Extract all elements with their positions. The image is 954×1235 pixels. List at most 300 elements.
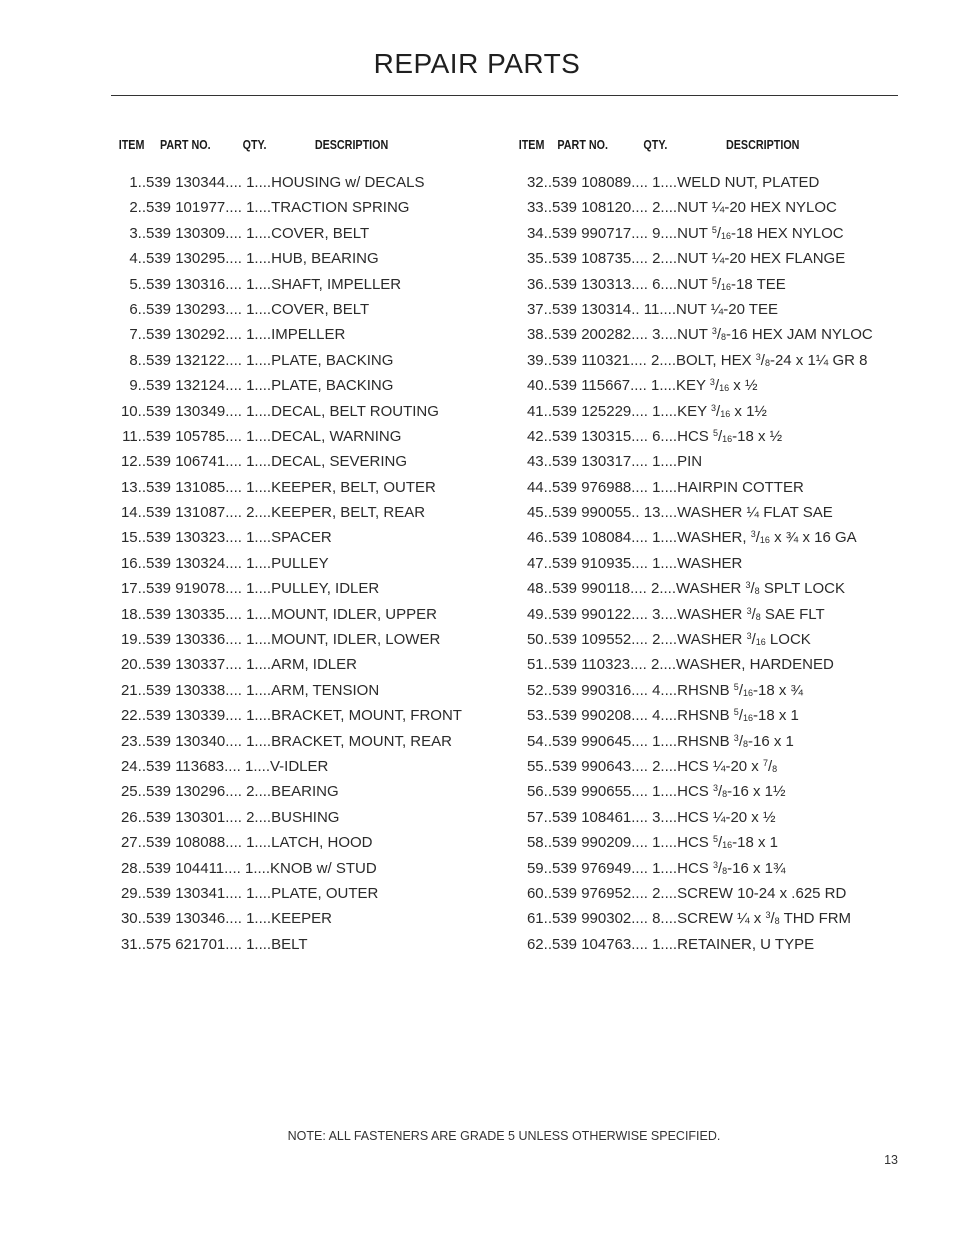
item-number: 57.. <box>526 808 552 826</box>
quantity: .... 2.... <box>631 757 678 775</box>
item-number: 9.. <box>129 377 146 395</box>
table-row <box>517 424 912 449</box>
part-number: 539 130323 <box>146 529 226 547</box>
table-row <box>111 830 506 855</box>
header-description: DESCRIPTION <box>725 138 800 152</box>
quantity: .... 1.... <box>225 605 272 623</box>
part-number: 539 130335 <box>146 605 226 623</box>
item-number: 31.. <box>120 935 146 953</box>
table-row <box>517 627 912 652</box>
item-number: 3.. <box>129 224 146 242</box>
part-description: BEARING <box>271 783 339 801</box>
table-row <box>111 475 506 500</box>
part-description: NUT ¼-20 TEE <box>676 300 778 318</box>
quantity: .... 1.... <box>225 580 272 598</box>
part-number: 539 130315 <box>552 427 632 445</box>
table-row <box>517 322 912 347</box>
part-number: 539 990643 <box>552 757 632 775</box>
quantity: .... 6.... <box>631 427 678 445</box>
quantity: .... 6.... <box>631 275 678 293</box>
part-number: 539 108088 <box>146 834 226 852</box>
table-row <box>517 652 912 677</box>
item-number: 54.. <box>526 732 552 750</box>
part-number: 539 132122 <box>146 351 226 369</box>
quantity: .... 1.... <box>631 935 678 953</box>
part-number: 575 621701 <box>146 935 226 953</box>
table-row <box>517 729 912 754</box>
quantity: .... 1.... <box>225 910 272 928</box>
table-row <box>111 195 506 220</box>
item-number: 35.. <box>526 250 552 268</box>
part-number: 539 990209 <box>552 834 632 852</box>
quantity: .... 1.... <box>224 859 270 877</box>
part-description: HCS ¼-20 x ½ <box>677 808 776 826</box>
part-description: SHAFT, IMPELLER <box>271 275 402 293</box>
quantity: .... 1.... <box>225 529 272 547</box>
part-description: NUT $^5/_{16}-18$ TEE <box>677 275 786 293</box>
part-description: BRACKET, MOUNT, FRONT <box>271 707 462 725</box>
header-item: ITEM <box>518 138 545 152</box>
part-number: 539 108120 <box>552 199 632 217</box>
table-header <box>517 136 857 158</box>
part-description: PLATE, BACKING <box>271 377 394 395</box>
part-description: MOUNT, IDLER, UPPER <box>271 605 437 623</box>
part-description: WASHER $^3/_8$ SAE FLT <box>677 605 825 623</box>
quantity: .... 1.... <box>225 554 272 572</box>
part-description: PLATE, BACKING <box>271 351 394 369</box>
item-number: 34.. <box>526 224 552 242</box>
part-description: ARM, TENSION <box>271 681 380 699</box>
table-row <box>111 246 506 271</box>
part-number: 539 130341 <box>146 884 226 902</box>
table-row <box>517 399 912 424</box>
item-number: 12.. <box>120 453 146 471</box>
part-description: NUT $^3/_8-16$ HEX JAM NYLOC <box>677 326 873 344</box>
quantity: .... 1.... <box>225 478 272 496</box>
quantity: .. 13.... <box>631 504 678 522</box>
quantity: .... 2.... <box>630 656 676 674</box>
part-description: NUT ¼-20 HEX NYLOC <box>677 199 837 217</box>
item-number: 43.. <box>526 453 552 471</box>
table-row <box>111 881 506 906</box>
table-row <box>111 602 506 627</box>
item-number: 52.. <box>526 681 552 699</box>
table-row <box>517 297 912 322</box>
item-number: 44.. <box>526 478 552 496</box>
item-number: 23.. <box>120 732 146 750</box>
part-description: RETAINER, U TYPE <box>677 935 815 953</box>
table-row <box>517 602 912 627</box>
table-row <box>517 678 912 703</box>
item-number: 21.. <box>120 681 146 699</box>
part-number: 539 131085 <box>146 478 226 496</box>
quantity: .... 1.... <box>225 707 272 725</box>
part-description: HUB, BEARING <box>271 250 379 268</box>
parts-rows <box>517 170 912 957</box>
part-description: KEEPER <box>271 910 332 928</box>
part-number: 539 990055 <box>552 504 632 522</box>
table-row <box>111 322 506 347</box>
part-description: MOUNT, IDLER, LOWER <box>271 631 441 649</box>
table-row <box>517 170 912 195</box>
part-number: 539 130344 <box>146 174 226 191</box>
part-description: V-IDLER <box>270 757 329 775</box>
part-description: HCS $^3/_8-16$ x 1½ <box>677 783 786 801</box>
table-row <box>111 627 506 652</box>
item-number: 42.. <box>526 427 552 445</box>
part-description: PIN <box>677 453 703 471</box>
part-number: 539 130337 <box>146 656 226 674</box>
part-number: 539 104763 <box>552 935 632 953</box>
title-divider <box>111 95 898 96</box>
part-number: 539 910935 <box>552 554 632 572</box>
part-description: HAIRPIN COTTER <box>677 478 804 496</box>
part-description: WASHER $^3/_{16}$ LOCK <box>677 631 811 649</box>
part-number: 539 976988 <box>552 478 632 496</box>
quantity: .... 2.... <box>630 351 676 369</box>
item-number: 24.. <box>120 757 146 775</box>
part-number: 539 976952 <box>552 884 632 902</box>
part-description: WELD NUT, PLATED <box>677 174 820 191</box>
part-description: WASHER ¼ FLAT SAE <box>677 504 833 522</box>
item-number: 16.. <box>120 554 146 572</box>
quantity: .... 3.... <box>631 605 678 623</box>
page-title: REPAIR PARTS <box>373 48 581 79</box>
quantity: .... 3.... <box>631 326 678 344</box>
quantity: .... 1.... <box>631 859 678 877</box>
item-number: 1.. <box>129 174 146 191</box>
part-number: 539 108084 <box>552 529 632 547</box>
item-number: 13.. <box>120 478 146 496</box>
table-row <box>111 652 506 677</box>
part-number: 539 130338 <box>146 681 226 699</box>
table-row <box>517 195 912 220</box>
header-qty: QTY. <box>242 138 267 152</box>
table-row <box>517 779 912 804</box>
quantity: .... 1.... <box>225 656 272 674</box>
part-description: PULLEY, IDLER <box>271 580 380 598</box>
quantity: .... 1.... <box>225 453 272 471</box>
quantity: .... 1.... <box>225 631 272 649</box>
table-row <box>517 348 912 373</box>
item-number: 45.. <box>526 504 552 522</box>
parts-table-right <box>517 136 912 957</box>
quantity: .... 1.... <box>225 326 272 344</box>
item-number: 7.. <box>129 326 146 344</box>
header-part-no: PART NO. <box>557 138 608 152</box>
part-description: LATCH, HOOD <box>271 834 373 852</box>
quantity: .... 1.... <box>631 732 678 750</box>
item-number: 29.. <box>120 884 146 902</box>
quantity: .... 1.... <box>631 529 678 547</box>
table-row <box>517 754 912 779</box>
item-number: 28.. <box>120 859 146 877</box>
item-number: 55.. <box>526 757 552 775</box>
item-number: 37.. <box>526 300 552 318</box>
table-row <box>517 246 912 271</box>
part-number: 539 130324 <box>146 554 226 572</box>
part-number: 539 990717 <box>552 224 632 242</box>
table-row <box>111 576 506 601</box>
part-description: DECAL, SEVERING <box>271 453 407 471</box>
item-number: 58.. <box>526 834 552 852</box>
table-row <box>111 399 506 424</box>
table-header <box>111 136 451 158</box>
table-row <box>111 170 506 195</box>
table-row <box>111 906 506 931</box>
quantity: .... 2.... <box>225 808 272 826</box>
quantity: .... 2.... <box>631 631 678 649</box>
part-description: IMPELLER <box>271 326 346 344</box>
item-number: 41.. <box>526 402 552 420</box>
item-number: 47.. <box>526 554 552 572</box>
table-row <box>111 856 506 881</box>
table-row <box>517 500 912 525</box>
part-number: 539 132124 <box>146 377 226 395</box>
quantity: .... 1.... <box>631 783 678 801</box>
part-description: WASHER $^3/_8$ SPLT LOCK <box>676 580 845 598</box>
part-description: KNOB w/ STUD <box>270 859 377 877</box>
part-description: BELT <box>271 935 308 953</box>
part-number: 539 110321 <box>552 351 631 369</box>
item-number: 26.. <box>120 808 146 826</box>
part-number: 539 130349 <box>146 402 226 420</box>
part-description: HCS $^3/_8-16$ x 1¾ <box>677 859 786 877</box>
quantity: .... 1.... <box>225 884 272 902</box>
header-qty: QTY. <box>643 138 668 152</box>
part-description: DECAL, BELT ROUTING <box>271 402 439 420</box>
item-number: 50.. <box>526 631 552 649</box>
quantity: .... 1.... <box>225 250 272 268</box>
item-number: 40.. <box>526 377 552 395</box>
table-row <box>111 551 506 576</box>
part-description: NUT ¼-20 HEX FLANGE <box>677 250 846 268</box>
table-row <box>517 703 912 728</box>
item-number: 39.. <box>526 351 552 369</box>
part-number: 539 109552 <box>552 631 632 649</box>
part-number: 539 101977 <box>146 199 226 217</box>
part-description: KEEPER, BELT, REAR <box>271 504 426 522</box>
part-number: 539 130317 <box>552 453 632 471</box>
part-number: 539 125229 <box>552 402 632 420</box>
part-number: 539 919078 <box>146 580 226 598</box>
item-number: 19.. <box>120 631 146 649</box>
table-row <box>111 678 506 703</box>
table-row <box>111 373 506 398</box>
part-description: TRACTION SPRING <box>271 199 410 217</box>
quantity: .... 1.... <box>631 834 678 852</box>
part-description: SCREW ¼ x $^3/_8$ THD FRM <box>677 910 852 928</box>
quantity: .. 11.... <box>631 300 676 318</box>
item-number: 27.. <box>120 834 146 852</box>
item-number: 36.. <box>526 275 552 293</box>
part-description: SCREW 10-24 x .625 RD <box>677 884 847 902</box>
part-description: HCS ¼-20 x $^7/_8$ <box>677 757 778 775</box>
table-row <box>517 221 912 246</box>
part-description: ARM, IDLER <box>271 656 357 674</box>
part-number: 539 110323 <box>552 656 631 674</box>
part-number: 539 130346 <box>146 910 226 928</box>
part-number: 539 990122 <box>552 605 632 623</box>
part-description: BRACKET, MOUNT, REAR <box>271 732 452 750</box>
quantity: .... 1.... <box>225 834 272 852</box>
item-number: 10.. <box>120 402 146 420</box>
part-number: 539 130313 <box>552 275 632 293</box>
quantity: .... 3.... <box>631 808 678 826</box>
table-row <box>111 297 506 322</box>
part-description: HCS $^5/_{16}-18$ x ½ <box>677 427 783 445</box>
quantity: .... 1.... <box>225 174 272 191</box>
part-number: 539 113683 <box>146 757 225 775</box>
part-number: 539 990118 <box>552 580 631 598</box>
item-number: 8.. <box>129 351 146 369</box>
fastener-note: NOTE: ALL FASTENERS ARE GRADE 5 UNLESS OTHERWISE SPECIFIED. <box>287 1129 721 1143</box>
item-number: 2.. <box>129 199 146 217</box>
part-number: 539 990208 <box>552 707 632 725</box>
part-description: KEY $^3/_{16}$ x 1½ <box>677 402 767 420</box>
item-number: 62.. <box>526 935 552 953</box>
part-number: 539 130292 <box>146 326 226 344</box>
table-row <box>111 424 506 449</box>
quantity: .... 1.... <box>225 351 272 369</box>
table-row <box>517 475 912 500</box>
quantity: .... 1.... <box>224 757 270 775</box>
table-row <box>517 449 912 474</box>
table-row <box>111 754 506 779</box>
quantity: .... 2.... <box>631 884 678 902</box>
part-number: 539 108089 <box>552 174 632 191</box>
parts-rows <box>111 170 506 957</box>
part-description: RHSNB $^5/_{16}-18$ x 1 <box>677 707 799 725</box>
quantity: .... 1.... <box>225 300 272 318</box>
table-row <box>517 551 912 576</box>
part-number: 539 130296 <box>146 783 226 801</box>
table-row <box>517 856 912 881</box>
quantity: .... 2.... <box>630 580 676 598</box>
item-number: 61.. <box>526 910 552 928</box>
item-number: 48.. <box>526 580 552 598</box>
table-row <box>517 906 912 931</box>
part-number: 539 105785 <box>146 427 226 445</box>
part-description: RHSNB $^5/_{16}-18$ x ¾ <box>677 681 804 699</box>
quantity: .... 4.... <box>631 681 678 699</box>
part-description: KEEPER, BELT, OUTER <box>271 478 436 496</box>
part-number: 539 130301 <box>146 808 226 826</box>
quantity: .... 2.... <box>631 199 678 217</box>
quantity: .... 1.... <box>225 935 272 953</box>
part-description: DECAL, WARNING <box>271 427 402 445</box>
part-description: SPACER <box>271 529 332 547</box>
page-number: 13 <box>884 1153 898 1167</box>
part-description: RHSNB $^3/_8-16$ x 1 <box>677 732 794 750</box>
item-number: 14.. <box>120 504 146 522</box>
part-number: 539 108735 <box>552 250 632 268</box>
part-number: 539 106741 <box>146 453 226 471</box>
part-number: 539 130309 <box>146 224 226 242</box>
part-number: 539 130339 <box>146 707 226 725</box>
quantity: .... 1.... <box>225 427 272 445</box>
table-row <box>111 449 506 474</box>
table-row <box>111 703 506 728</box>
part-description: PLATE, OUTER <box>271 884 379 902</box>
quantity: .... 1.... <box>631 174 678 191</box>
quantity: .... 1.... <box>225 681 272 699</box>
item-number: 18.. <box>120 605 146 623</box>
table-row <box>517 830 912 855</box>
part-number: 539 130316 <box>146 275 226 293</box>
part-number: 539 990645 <box>552 732 632 750</box>
item-number: 5.. <box>129 275 146 293</box>
item-number: 38.. <box>526 326 552 344</box>
item-number: 33.. <box>526 199 552 217</box>
item-number: 6.. <box>129 300 146 318</box>
part-description: COVER, BELT <box>271 300 370 318</box>
part-number: 539 131087 <box>146 504 226 522</box>
part-description: HCS $^5/_{16}-18$ x 1 <box>677 834 779 852</box>
part-description: BOLT, HEX $^3/_8-24$ x 1¼ GR 8 <box>676 351 868 369</box>
table-row <box>517 525 912 550</box>
table-row <box>111 779 506 804</box>
part-description: WASHER <box>677 554 743 572</box>
part-number: 539 130314 <box>552 300 632 318</box>
table-row <box>111 932 506 957</box>
item-number: 32.. <box>526 174 552 191</box>
table-row <box>517 373 912 398</box>
item-number: 60.. <box>526 884 552 902</box>
item-number: 15.. <box>120 529 146 547</box>
header-part-no: PART NO. <box>160 138 211 152</box>
header-item: ITEM <box>118 138 145 152</box>
part-description: WASHER, $^3/_{16}$ x ¾ x 16 GA <box>677 529 857 547</box>
part-number: 539 115667 <box>552 377 631 395</box>
part-number: 539 976949 <box>552 859 632 877</box>
item-number: 56.. <box>526 783 552 801</box>
item-number: 51.. <box>526 656 552 674</box>
part-number: 539 990316 <box>552 681 632 699</box>
header-description: DESCRIPTION <box>314 138 389 152</box>
part-number: 539 990302 <box>552 910 632 928</box>
item-number: 25.. <box>120 783 146 801</box>
table-row <box>517 576 912 601</box>
table-row <box>111 525 506 550</box>
item-number: 59.. <box>526 859 552 877</box>
quantity: .... 1.... <box>225 199 272 217</box>
item-number: 17.. <box>120 580 146 598</box>
parts-table-left <box>111 136 506 957</box>
part-number: 539 200282 <box>552 326 632 344</box>
part-number: 539 104411 <box>146 859 225 877</box>
item-number: 46.. <box>526 529 552 547</box>
part-number: 539 108461 <box>552 808 632 826</box>
quantity: .... 1.... <box>225 377 272 395</box>
quantity: .... 1.... <box>225 275 272 293</box>
quantity: .... 1.... <box>225 224 272 242</box>
item-number: 53.. <box>526 707 552 725</box>
item-number: 11.. <box>122 427 146 445</box>
table-row <box>111 348 506 373</box>
table-row <box>517 932 912 957</box>
quantity: .... 4.... <box>631 707 678 725</box>
quantity: .... 1.... <box>631 402 678 420</box>
item-number: 22.. <box>120 707 146 725</box>
item-number: 4.. <box>129 250 146 268</box>
quantity: .... 1.... <box>630 377 676 395</box>
quantity: .... 1.... <box>631 478 678 496</box>
part-description: HOUSING w/ DECALS <box>271 174 425 191</box>
table-row <box>111 500 506 525</box>
part-description: WASHER, HARDENED <box>676 656 834 674</box>
quantity: .... 2.... <box>631 250 678 268</box>
